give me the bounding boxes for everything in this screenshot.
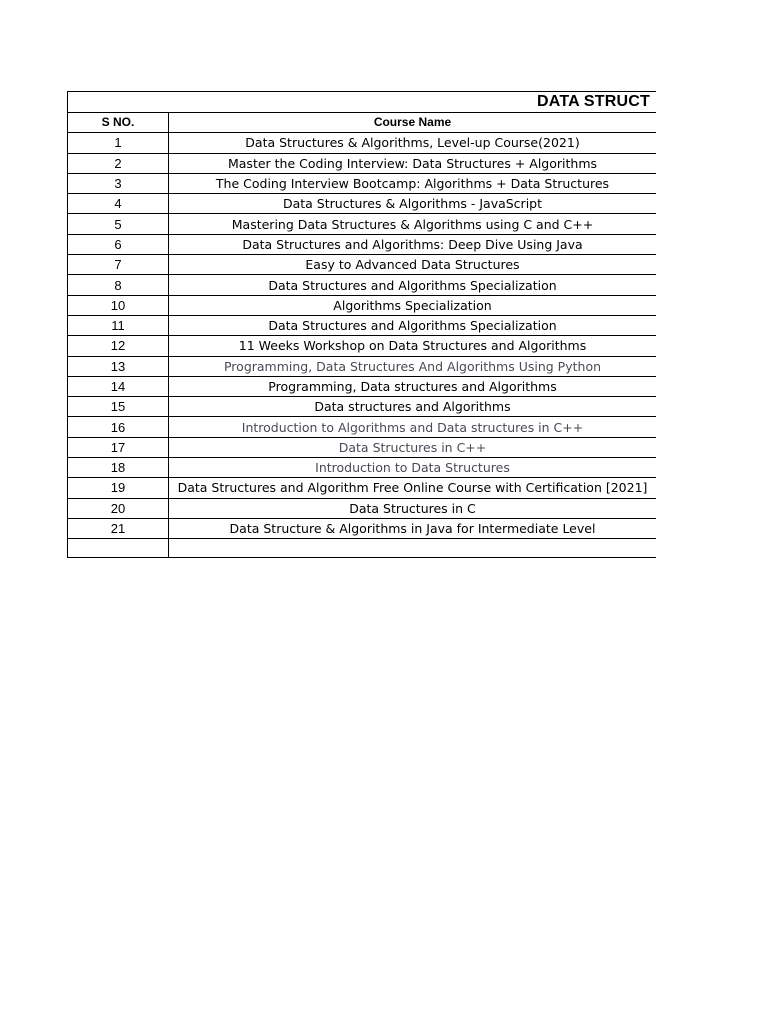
course-name-cell: Data Structures and Algorithms: Deep Dive Using Java [169, 234, 657, 254]
empty-row [68, 539, 657, 558]
table-row [68, 153, 657, 173]
course-sheet [67, 91, 656, 558]
table-row [68, 275, 657, 295]
sno-cell: 7 [68, 255, 169, 275]
sno-cell: 11 [68, 315, 169, 335]
table-row [68, 376, 657, 396]
sno-cell: 21 [68, 518, 169, 538]
table-row [68, 498, 657, 518]
table-row [68, 336, 657, 356]
course-name-cell: Easy to Advanced Data Structures [169, 255, 657, 275]
table-row [68, 397, 657, 417]
sno-cell: 3 [68, 173, 169, 193]
empty-cell [169, 539, 657, 558]
course-name-header: Course Name [169, 113, 657, 133]
table-row [68, 417, 657, 437]
course-name-cell: Algorithms Specialization [169, 295, 657, 315]
course-name-cell: Data Structures & Algorithms - JavaScript [169, 194, 657, 214]
table-row [68, 478, 657, 498]
sno-cell: 13 [68, 356, 169, 376]
sno-cell: 2 [68, 153, 169, 173]
sno-cell: 8 [68, 275, 169, 295]
course-name-cell: The Coding Interview Bootcamp: Algorithms + Data Structures [169, 173, 657, 193]
course-name-cell: Data structures and Algorithms [169, 397, 657, 417]
table-row [68, 194, 657, 214]
table-row [68, 356, 657, 376]
course-name-cell: Data Structures in C [169, 498, 657, 518]
course-name-cell: Data Structures and Algorithm Free Online Course with Certification [2021] [169, 478, 657, 498]
course-name-cell: Data Structures and Algorithms Specialization [169, 275, 657, 295]
empty-cell [68, 539, 169, 558]
sno-cell: 6 [68, 234, 169, 254]
sno-cell: 15 [68, 397, 169, 417]
course-name-cell: 11 Weeks Workshop on Data Structures and Algorithms [169, 336, 657, 356]
table-row [68, 214, 657, 234]
sno-cell: 14 [68, 376, 169, 396]
course-name-cell: Data Structures in C++ [169, 437, 657, 457]
sno-cell: 10 [68, 295, 169, 315]
course-name-cell: Master the Coding Interview: Data Structures + Algorithms [169, 153, 657, 173]
sno-cell: 19 [68, 478, 169, 498]
course-name-cell: Introduction to Data Structures [169, 458, 657, 478]
header-row [68, 113, 657, 133]
table-row [68, 295, 657, 315]
course-table [67, 91, 656, 558]
sno-cell: 18 [68, 458, 169, 478]
title-cell [68, 92, 657, 113]
course-name-cell: Programming, Data structures and Algorithms [169, 376, 657, 396]
course-name-cell: Data Structures and Algorithms Specialization [169, 315, 657, 335]
sno-cell: 17 [68, 437, 169, 457]
course-name-cell: Introduction to Algorithms and Data structures in C++ [169, 417, 657, 437]
table-row [68, 133, 657, 153]
table-row [68, 458, 657, 478]
title-row [68, 92, 657, 113]
course-name-cell: Data Structure & Algorithms in Java for Intermediate Level [169, 518, 657, 538]
course-name-cell: Programming, Data Structures And Algorithms Using Python [169, 356, 657, 376]
table-row [68, 255, 657, 275]
sno-header: S NO. [68, 113, 169, 133]
table-row [68, 437, 657, 457]
sno-cell: 12 [68, 336, 169, 356]
sheet-title: DATA STRUCT [537, 93, 650, 110]
table-row [68, 518, 657, 538]
sno-cell: 1 [68, 133, 169, 153]
course-name-cell: Mastering Data Structures & Algorithms using C and C++ [169, 214, 657, 234]
sno-cell: 4 [68, 194, 169, 214]
sno-cell: 20 [68, 498, 169, 518]
table-row [68, 234, 657, 254]
sno-cell: 16 [68, 417, 169, 437]
table-row [68, 173, 657, 193]
table-row [68, 315, 657, 335]
course-name-cell: Data Structures & Algorithms, Level-up Course(2021) [169, 133, 657, 153]
sno-cell: 5 [68, 214, 169, 234]
